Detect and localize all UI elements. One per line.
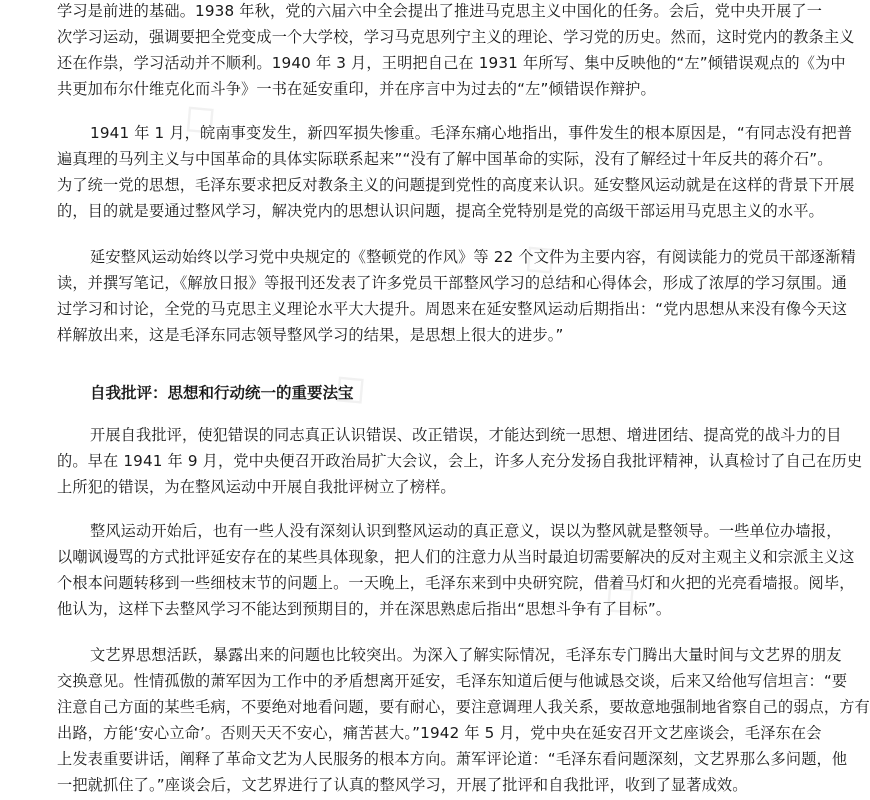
- text-line: 上所犯的错误，为在整风运动中开展自我批评树立了榜样。: [57, 478, 456, 496]
- text-line: 遍真理的马列主义与中国革命的具体实际联系起来”“没有了解中国革命的实际，没有了解经过十年反共的蒋介石”。: [57, 150, 833, 168]
- text-line: 上发表重要讲话，阐释了革命文艺为人民服务的根本方向。萧军评论道：“毛泽东看问题深刻，文艺界那么多问题，他: [57, 750, 848, 768]
- section-heading: 自我批评：思想和行动统一的重要法宝: [90, 384, 354, 402]
- text-line: 延安整风运动始终以学习党中央规定的《整顿党的作风》等 22 个文件为主要内容，有阅读能力的党员干部逐渐精: [90, 248, 856, 266]
- text-line: 的，目的就是要通过整风学习，解决党内的思想认识问题，提高全党特别是党的高级干部运用马克思主义的水平。: [57, 202, 824, 220]
- text-line: 以嘲讽谩骂的方式批评延安存在的某些具体现象，把人们的注意力从当时最迫切需要解决的反对主观主义和宗派主义这: [57, 548, 855, 566]
- text-line: 出路，方能‘安心立命’。否则天天不安心，痛苦甚大。”1942 年 5 月，党中央在延安召开文艺座谈会，毛泽东在会: [57, 724, 822, 742]
- text-line: 次学习运动，强调要把全党变成一个大学校，学习马克思列宁主义的理论、学习党的历史。然而，这时党内的教条主义: [57, 28, 855, 46]
- watermark: ◇: [586, 564, 649, 630]
- text-line: 一把就抓住了。”座谈会后，文艺界进行了认真的整风学习，开展了批评和自我批评，收到了显著成效。: [57, 776, 748, 794]
- text-line: 的。早在 1941 年 9 月，党中央便召开政治局扩大会议，会上，许多人充分发扬自我批评精神，认真检讨了自己在历史: [57, 452, 863, 470]
- text-line: 读，并撰写笔记，《解放日报》等报刊还发表了许多党员干部整风学习的总结和心得体会，形成了浓厚的学习氛围。通: [57, 274, 847, 292]
- text-line: 为了统一党的思想，毛泽东要求把反对教条主义的问题提到党性的高度来认识。延安整风运动就是在这样的背景下开展: [57, 176, 855, 194]
- watermark: ◇: [506, 224, 569, 290]
- watermark: ◇: [166, 84, 229, 150]
- text-line: 个根本问题转移到一些细枝末节的问题上。一天晚上，毛泽东来到中央研究院，借着马灯和火把的光亮看墙报。阅毕，: [57, 574, 855, 592]
- text-line: 文艺界思想活跃，暴露出来的问题也比较突出。为深入了解实际情况，毛泽东专门腾出大量时间与文艺界的朋友: [90, 646, 842, 664]
- text-line: 1941 年 1 月，皖南事变发生，新四军损失惨重。毛泽东痛心地指出，事件发生的根本原因是，“有同志没有把普: [90, 124, 853, 142]
- text-line: 样解放出来，这是毛泽东同志领导整风学习的结果，是思想上很大的进步。”: [57, 326, 564, 344]
- text-line: 整风运动开始后，也有一些人没有深刻认识到整风运动的真正意义，误以为整风就是整领导。一些单位办墙报，: [90, 522, 842, 540]
- watermark: ◇: [316, 354, 379, 420]
- text-line: 他认为，这样下去整风学习不能达到预期目的，并在深思熟虑后指出“思想斗争有了目标”。: [57, 600, 672, 618]
- text-line: 过学习和讨论，全党的马克思主义理论水平大大提升。周恩来在延安整风运动后期指出：“党内思想从来没有像今天这: [57, 300, 848, 318]
- text-line: 交换意见。性情孤傲的萧军因为工作中的矛盾想离开延安，毛泽东知道后便与他诚恳交谈，后来又给他写信坦言：“要: [57, 672, 848, 690]
- text-line: 开展自我批评，使犯错误的同志真正认识错误、改正错误，才能达到统一思想、增进团结、提高党的战斗力的目: [90, 426, 842, 444]
- text-line: 共更加布尔什维克化而斗争》一书在延安重印，并在序言中为过去的“左”倾错误作辩护。: [57, 80, 656, 98]
- text-line: 学习是前进的基础。1938 年秋，党的六届六中全会提出了推进马克思主义中国化的任务。会后，党中央开展了一: [57, 2, 823, 20]
- text-line: 还在作祟，学习活动并不顺利。1940 年 3 月，王明把自己在 1931 年所写、集中反映他的“左”倾错误观点的《为中: [57, 54, 846, 72]
- text-line: 注意自己方面的某些毛病，不要绝对地看问题，要有耐心，要注意调理人我关系，要故意地强制地省察自己的弱点，方有: [57, 698, 870, 716]
